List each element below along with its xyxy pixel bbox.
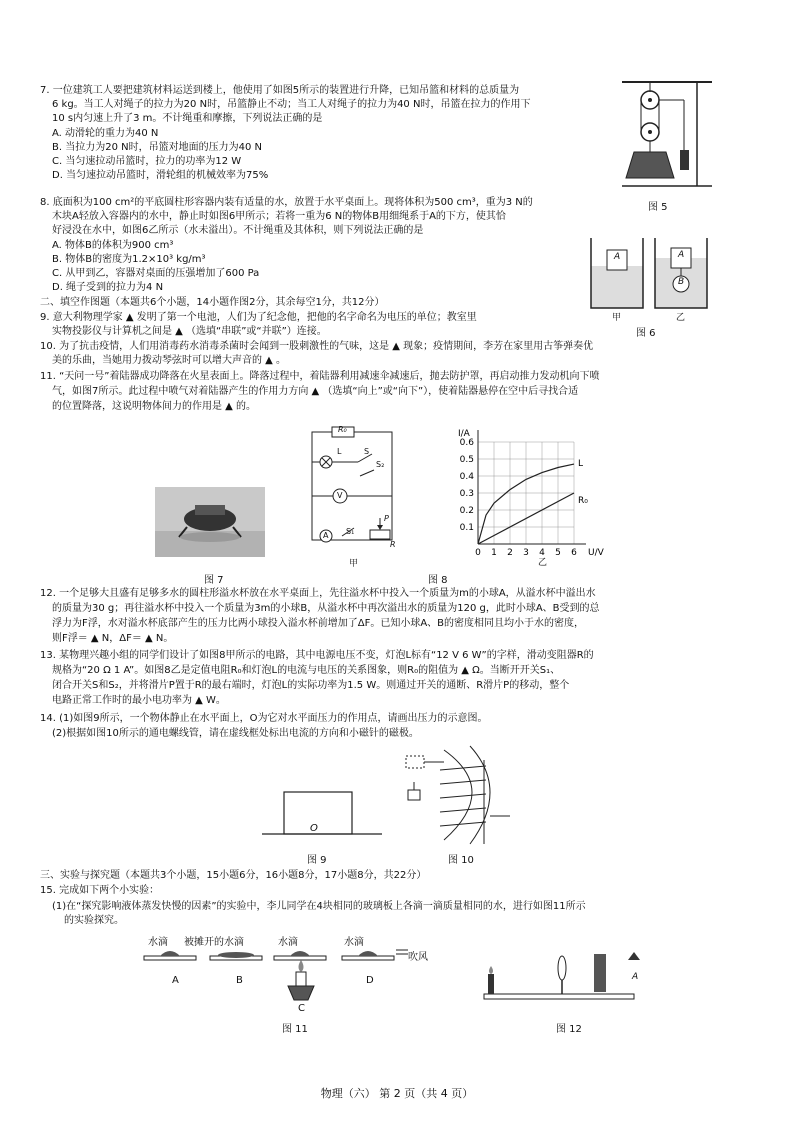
figure-6-a-label-jia: A bbox=[614, 252, 621, 262]
figure-11-label-water-d: 水滴 bbox=[344, 937, 364, 948]
q14-line2: (2)根据如图10所示的通电螺线管，请在虚线框处标出电流的方向和小磁针的磁极。 bbox=[52, 728, 419, 739]
q10-line1: 10. 为了抗击疫情，人们用消毒药水消毒杀菌时会闻到一股刺激性的气味，这是 ▲ 现象；疫情期间，李芳在家里用古筝弹奏优 bbox=[40, 341, 594, 352]
figure-9-caption: 图 9 bbox=[307, 855, 327, 866]
figure-8-jia-label: 甲 bbox=[349, 559, 359, 569]
q8-line2: 木块A轻放入容器内的水中，静止时如图6甲所示；若将一重为6 N的物体B用细绳系于A的下方，使其恰 bbox=[52, 211, 506, 222]
circuit-s-label: S bbox=[364, 447, 370, 456]
figure-11-label-b: B bbox=[236, 975, 243, 986]
q8-option-a: A. 物体B的体积为900 cm³ bbox=[52, 240, 174, 251]
q13-line1: 13. 某物理兴趣小组的同学们设计了如图8甲所示的电路，其中电源电压不变，灯泡L标有“12 V 6 W”的字样，滑动变阻器R的 bbox=[40, 650, 594, 661]
q12-line3: 浮力为F浮，水对溢水杯底部产生的压力比两小球投入溢水杯前增加了ΔF。已知小球A、B的密度相同且均小于水的密度， bbox=[52, 618, 585, 629]
q8-line1: 8. 底面积为100 cm²的平底圆柱形容器内装有适量的水，放置于水平桌面上。现将体积为500 cm³，重为3 N的 bbox=[40, 197, 533, 208]
q15-line1: 15. 完成如下两个小实验： bbox=[40, 885, 160, 896]
section-2-heading: 二、填空作图题（本题共6个小题，14小题作图2分，其余每空1分，共12分） bbox=[40, 297, 385, 308]
q12-line1: 12. 一个足够大且盛有足够多水的圆柱形溢水杯放在水平桌面上，先往溢水杯中投入一个质量为m的小球A，从溢水杯中溢出水 bbox=[40, 588, 596, 599]
q7-line2: 6 kg。当工人对绳子的拉力为20 N时，吊篮静止不动；当工人对绳子的拉力为40 N时，吊篮在拉力的作用下 bbox=[52, 99, 531, 110]
figure-11-caption: 图 11 bbox=[282, 1024, 308, 1035]
q7-option-c: C. 当匀速拉动吊篮时，拉力的功率为12 W bbox=[52, 156, 242, 167]
figure-6-b-label: B bbox=[678, 277, 685, 287]
figure-6-yi-label: 乙 bbox=[676, 313, 686, 323]
q8-option-c: C. 从甲到乙，容器对桌面的压强增加了600 Pa bbox=[52, 268, 260, 279]
figure-6-caption: 图 6 bbox=[636, 328, 656, 339]
q7-option-a: A. 动滑轮的重力为40 N bbox=[52, 128, 159, 139]
figure-5-pulley bbox=[622, 80, 712, 200]
q11-line3: 的位置降落，这说明物体间力的作用是 ▲ 的。 bbox=[52, 401, 257, 412]
q7-option-b: B. 当拉力为20 N时，吊篮对地面的压力为40 N bbox=[52, 142, 262, 153]
q15-line2: (1)在“探究影响液体蒸发快慢的因素”的实验中，李儿同学在4块相同的玻璃板上各滴一滴质量相同的水，进行如图11所示 bbox=[52, 901, 586, 912]
chart-x-tick-0: 0 bbox=[475, 548, 481, 558]
chart-x-tick-4: 4 bbox=[539, 548, 545, 558]
figure-8-circuit bbox=[300, 424, 410, 554]
figure-7-lander-photo bbox=[155, 487, 265, 557]
q7-line3: 10 s内匀速上升了3 m。不计绳重和摩擦，下列说法正确的是 bbox=[52, 113, 323, 124]
circuit-r0-label: R₀ bbox=[338, 425, 347, 434]
chart-y-label: I/A bbox=[458, 429, 470, 439]
figure-8-yi-label: 乙 bbox=[538, 558, 548, 568]
figure-5-caption: 图 5 bbox=[648, 202, 668, 213]
chart-x-tick-5: 5 bbox=[555, 548, 561, 558]
chart-y-tick-1: 0.2 bbox=[459, 506, 474, 516]
chart-y-tick-2: 0.3 bbox=[459, 489, 474, 499]
figure-6-a-label-yi: A bbox=[678, 250, 685, 260]
chart-y-tick-0: 0.1 bbox=[459, 523, 474, 533]
chart-series-1-label: R₀ bbox=[578, 496, 588, 506]
figure-11-label-water-a: 水滴 bbox=[148, 937, 168, 948]
q9-line1: 9. 意大利物理学家 ▲ 发明了第一个电池，人们为了纪念他，把他的名字命名为电压的单位；教室里 bbox=[40, 312, 477, 323]
q10-line2: 美的乐曲，当她用力拨动琴弦时可以增大声音的 ▲ 。 bbox=[52, 355, 287, 366]
q8-option-d: D. 绳子受到的拉力为4 N bbox=[52, 282, 164, 293]
circuit-a-label: A bbox=[323, 531, 329, 540]
figure-6-containers bbox=[585, 236, 715, 316]
figure-12-optics-bench bbox=[478, 948, 648, 1010]
q11-line2: 气，如图7所示。此过程中喷气对着陆器产生的作用力方向 ▲ （选填“向上”或“向下”），使着陆器悬停在空中后寻找合适 bbox=[52, 386, 579, 397]
circuit-v-label: V bbox=[337, 491, 343, 500]
chart-x-label: U/V bbox=[588, 548, 604, 558]
figure-9-block bbox=[262, 788, 382, 840]
q8-option-b: B. 物体B的密度为1.2×10³ kg/m³ bbox=[52, 254, 206, 265]
chart-y-tick-4: 0.5 bbox=[459, 455, 474, 465]
q11-line1: 11. “天问一号”着陆器成功降落在火星表面上。降落过程中，着陆器利用减速伞减速后，抛去防护罩，再启动推力发动机向下喷 bbox=[40, 371, 600, 382]
page-footer: 物理（六） 第 2 页（共 4 页） bbox=[320, 1087, 474, 1100]
circuit-s1-label: S₁ bbox=[346, 527, 355, 536]
figure-12-caption: 图 12 bbox=[556, 1024, 582, 1035]
q15-line3: 的实验探究。 bbox=[64, 915, 124, 926]
q12-line4: 则F浮＝ ▲ N，ΔF＝ ▲ N。 bbox=[52, 633, 174, 644]
chart-y-tick-5: 0.6 bbox=[459, 438, 474, 448]
chart-x-tick-3: 3 bbox=[523, 548, 529, 558]
q14-line1: 14. (1)如图9所示，一个物体静止在水平面上，O为它对水平面压力的作用点，请画出压力的示意图。 bbox=[40, 713, 488, 724]
circuit-l-label: L bbox=[337, 447, 342, 456]
figure-9-point-o: O bbox=[310, 823, 318, 834]
chart-x-tick-1: 1 bbox=[491, 548, 497, 558]
chart-y-tick-3: 0.4 bbox=[459, 472, 474, 482]
q12-line2: 的质量为30 g；再往溢水杯中投入一个质量为3m的小球B，从溢水杯中再次溢出水的质量为120 g，此时小球A、B受到的总 bbox=[52, 603, 600, 614]
figure-11-label-spread: 被摊开的水滴 bbox=[184, 937, 244, 948]
q13-line2: 规格为“20 Ω 1 A”。如图8乙是定值电阻R₀和灯泡L的电流与电压的关系图象，则R₀的阻值为 ▲ Ω。当断开开关S₁、 bbox=[52, 665, 561, 676]
figure-11-label-c: C bbox=[298, 1003, 305, 1014]
q8-line3: 好浸没在水中，如图6乙所示（水未溢出）。不计绳重及其体积，则下列说法正确的是 bbox=[52, 225, 424, 236]
chart-x-tick-6: 6 bbox=[571, 548, 577, 558]
q7-option-d: D. 当匀速拉动吊篮时，滑轮组的机械效率为75% bbox=[52, 170, 269, 181]
figure-8-iv-chart bbox=[450, 426, 604, 566]
q9-line2: 实物投影仪与计算机之间是 ▲ （选填“串联”或“并联”）连接。 bbox=[52, 326, 327, 337]
figure-10-solenoid bbox=[400, 740, 520, 848]
figure-12-label-a: A bbox=[632, 972, 639, 982]
circuit-p-label: P bbox=[384, 514, 389, 523]
chart-series-0-label: L bbox=[578, 459, 584, 470]
section-3-heading: 三、实验与探究题（本题共3个小题，15小题6分，16小题8分，17小题8分，共22分） bbox=[40, 870, 427, 881]
figure-10-caption: 图 10 bbox=[448, 855, 474, 866]
q13-line3: 闭合开关S和S₂，并将滑片P置于R的最右端时，灯泡L的实际功率为1.5 W。则通过开关的通断、R滑片P的移动，整个 bbox=[52, 680, 570, 691]
figure-11-label-a: A bbox=[172, 975, 179, 986]
figure-11-label-water-c: 水滴 bbox=[278, 937, 298, 948]
q13-line4: 电路正常工作时的最小电功率为 ▲ W。 bbox=[52, 695, 226, 706]
q7-line1: 7. 一位建筑工人要把建筑材料运送到楼上，他使用了如图5所示的装置进行升降，已知吊篮和材料的总质量为 bbox=[40, 85, 520, 96]
figure-11-label-d: D bbox=[366, 975, 374, 986]
figure-6-jia-label: 甲 bbox=[612, 313, 622, 323]
circuit-s2-label: S₂ bbox=[376, 460, 385, 469]
figure-7-caption: 图 7 bbox=[204, 575, 224, 586]
chart-x-tick-2: 2 bbox=[507, 548, 513, 558]
figure-11-label-wind: 吹风 bbox=[408, 952, 428, 963]
circuit-r-label: R bbox=[390, 540, 396, 549]
figure-8-caption: 图 8 bbox=[428, 575, 448, 586]
